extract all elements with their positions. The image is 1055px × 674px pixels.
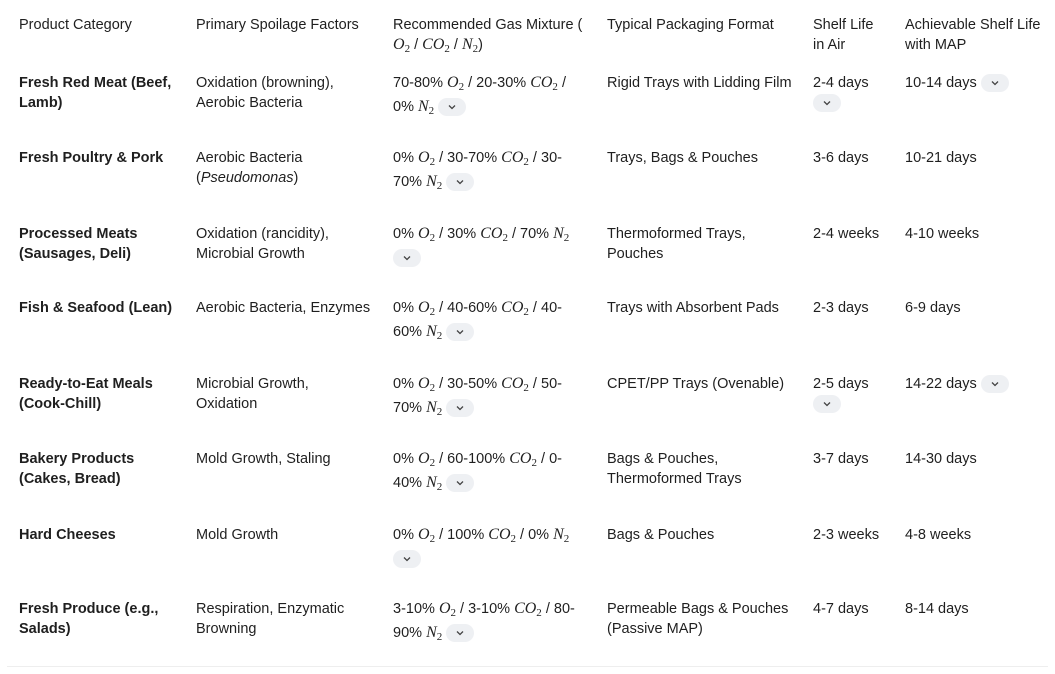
header-label: Typical Packaging Format (607, 17, 774, 33)
shelf-life-air-cell: 3-7 days (813, 451, 869, 467)
chevron-down-icon[interactable] (446, 474, 474, 492)
spoilage-cell: Oxidation (rancidity), Microbial Growth (196, 226, 329, 262)
packaging-cell: Permeable Bags & Pouches (Passive MAP) (607, 601, 789, 637)
shelf-life-map-cell: 4-10 weeks (905, 226, 980, 242)
shelf-life-map-cell: 14-22 days (905, 374, 1009, 394)
chevron-down-icon[interactable] (438, 98, 466, 116)
header-label: Product Category (19, 17, 132, 33)
chevron-down-icon[interactable] (981, 74, 1009, 92)
spoilage-cell: Mold Growth (196, 527, 279, 543)
chevron-down-icon[interactable] (981, 375, 1009, 393)
gas-mixture-cell: 70-80% $O_2 / 20-30\%$ $CO_2$ / 0% $N_2$ (393, 74, 566, 117)
shelf-life-air-cell: 2-4 weeks (813, 226, 880, 242)
chevron-down-icon[interactable] (446, 323, 474, 341)
gas-mixture-cell: 0% $O_2 / 60-100\%$ $CO_2 / 0-$ 40% $N_2$ (393, 450, 562, 493)
shelf-life-air-cell: 2-5 days (813, 374, 869, 413)
spoilage-cell: Respiration, Enzymatic Browning (196, 601, 345, 637)
comparison-table (7, 0, 1048, 667)
shelf-life-map-cell: 6-9 days (905, 300, 961, 316)
chevron-down-icon[interactable] (393, 249, 421, 267)
packaging-cell: CPET/PP Trays (Ovenable) (607, 376, 785, 392)
category-cell: Fish & Seafood (Lean) (19, 300, 173, 316)
packaging-cell: Bags & Pouches, Thermoformed Trays (607, 451, 742, 487)
header-label: Recommended Gas Mixture ( (393, 17, 583, 33)
category-cell: Bakery Products (Cakes, Bread) (19, 451, 135, 487)
shelf-life-map-cell: 10-21 days (905, 150, 977, 166)
gas-mixture-cell: 0% $O_2 / 30\%$ $CO_2 / 70\%$ $N_2$ (393, 224, 569, 267)
header-gas-mixture (393, 15, 582, 59)
category-cell: Fresh Produce (e.g., Salads) (19, 601, 159, 637)
packaging-cell: Trays with Absorbent Pads (607, 300, 779, 316)
packaging-cell: Trays, Bags & Pouches (607, 150, 758, 166)
chevron-down-icon[interactable] (446, 173, 474, 191)
shelf-life-air-cell: 2-3 days (813, 300, 869, 316)
co2-symbol: $CO_2$ (422, 36, 450, 55)
header-spoilage-factors (196, 15, 359, 35)
category-cell: Ready-to-Eat Meals (Cook-Chill) (19, 376, 153, 412)
category-cell: Fresh Poultry & Pork (19, 150, 164, 166)
shelf-life-map-cell: 10-14 days (905, 73, 1009, 93)
shelf-life-air-cell: 4-7 days (813, 601, 869, 617)
o2-symbol: $O_2$ (393, 36, 411, 55)
shelf-life-map-cell: 8-14 days (905, 601, 969, 617)
header-label: Primary Spoilage Factors (196, 17, 359, 33)
chevron-down-icon[interactable] (393, 550, 421, 568)
gas-formula: $O_2 / CO_2 / N_2$) (393, 36, 483, 55)
gas-mixture-cell: 3-10% $O_2 / 3-10\%$ $CO_2 / 80-$ 90% $N_2$ (393, 600, 575, 643)
shelf-life-air-cell: 2-3 weeks (813, 527, 880, 543)
shelf-life-air-cell: 2-4 days (813, 73, 869, 112)
shelf-life-map-cell: 4-8 weeks (905, 527, 972, 543)
category-cell: Fresh Red Meat (Beef, Lamb) (19, 75, 172, 111)
category-cell: Processed Meats (Sausages, Deli) (19, 226, 138, 262)
chevron-down-icon[interactable] (813, 94, 841, 112)
header-shelf-life-air: Shelf Life in Air (813, 17, 874, 53)
shelf-life-air-cell: 3-6 days (813, 150, 869, 166)
packaging-cell: Bags & Pouches (607, 527, 715, 543)
spoilage-cell: Microbial Growth, Oxidation (196, 376, 309, 412)
shelf-life-map-cell: 14-30 days (905, 451, 977, 467)
chevron-down-icon[interactable] (446, 624, 474, 642)
chevron-down-icon[interactable] (813, 395, 841, 413)
gas-mixture-cell: 0% $O_2 / 30-70\%$ $CO_2 / 30-$ 70% $N_2$ (393, 149, 562, 192)
header-packaging-format (607, 15, 774, 35)
header-product-category (19, 15, 132, 35)
n2-symbol: $N_2$ (461, 36, 479, 55)
gas-mixture-cell: 0% $O_2 / 40-60\%$ $CO_2 / 40-$ 60% $N_2$ (393, 299, 562, 342)
packaging-cell: Rigid Trays with Lidding Film (607, 75, 792, 91)
chevron-down-icon[interactable] (446, 399, 474, 417)
spoilage-cell: Aerobic Bacteria (Pseudomonas) (196, 150, 303, 186)
spoilage-cell: Mold Growth, Staling (196, 451, 331, 467)
gas-mixture-cell: 0% $O_2 / 100\%$ $CO_2 / 0\%$ $N_2$ (393, 525, 569, 568)
header-shelf-life-map: Achievable Shelf Life with MAP (905, 17, 1041, 53)
packaging-cell: Thermoformed Trays, Pouches (607, 226, 746, 262)
spoilage-cell: Aerobic Bacteria, Enzymes (196, 300, 371, 316)
gas-mixture-cell: 0% $O_2 / 30-50\%$ $CO_2 / 50-$ 70% $N_2$ (393, 375, 562, 418)
category-cell: Hard Cheeses (19, 527, 116, 543)
spoilage-cell: Oxidation (browning), Aerobic Bacteria (196, 75, 334, 111)
